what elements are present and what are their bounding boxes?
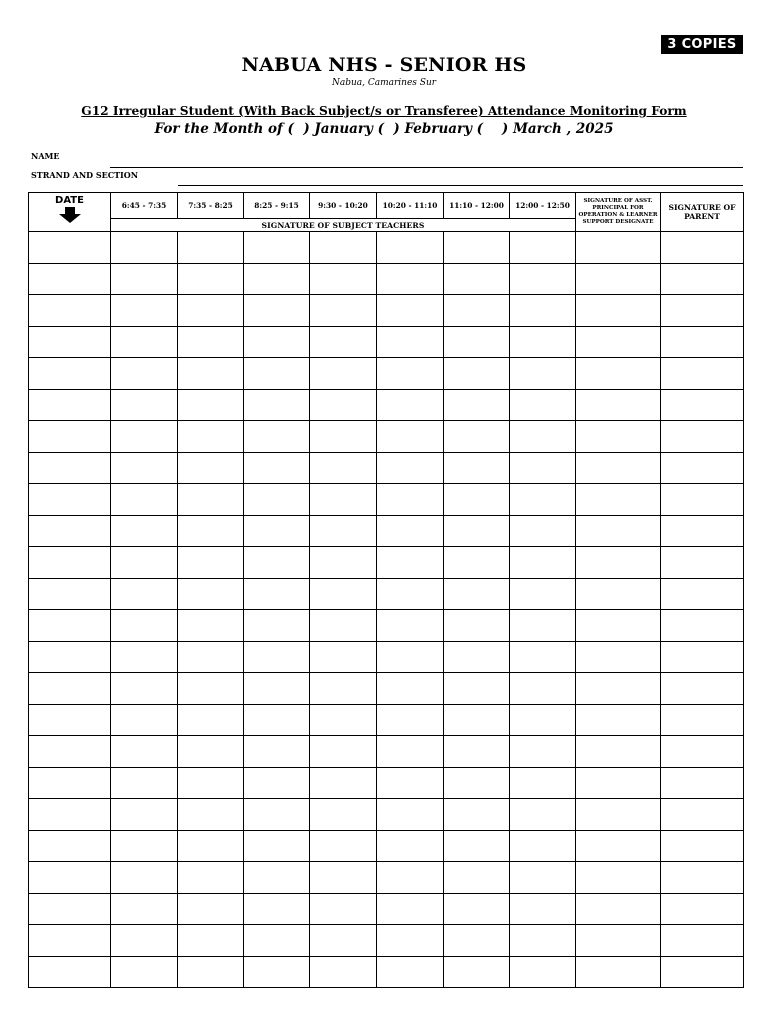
signature-cell[interactable]: [178, 956, 244, 988]
signature-cell[interactable]: [510, 673, 576, 705]
signature-cell[interactable]: [310, 232, 377, 264]
signature-cell[interactable]: [661, 326, 744, 358]
school-name: NABUA NHS - SENIOR HS: [241, 54, 527, 76]
signature-cell[interactable]: [661, 673, 744, 705]
date-cell[interactable]: [29, 767, 111, 799]
signature-cell[interactable]: [444, 421, 510, 453]
signature-cell[interactable]: [310, 547, 377, 579]
signature-cell[interactable]: [244, 515, 310, 547]
signature-cell[interactable]: [111, 862, 178, 894]
signature-cell[interactable]: [661, 515, 744, 547]
signature-cell[interactable]: [111, 232, 178, 264]
signature-cell[interactable]: [310, 673, 377, 705]
signature-cell[interactable]: [178, 830, 244, 862]
table-row: [29, 610, 744, 642]
table-row: [29, 578, 744, 610]
signature-cell[interactable]: [661, 830, 744, 862]
date-cell[interactable]: [29, 232, 111, 264]
signature-cell[interactable]: [178, 358, 244, 390]
signature-cell[interactable]: [111, 547, 178, 579]
date-cell[interactable]: [29, 389, 111, 421]
signature-cell[interactable]: [244, 893, 310, 925]
signature-cell[interactable]: [178, 799, 244, 831]
signature-cell[interactable]: [576, 389, 661, 421]
signature-cell[interactable]: [111, 956, 178, 988]
signature-cell[interactable]: [310, 263, 377, 295]
signature-cell[interactable]: [444, 452, 510, 484]
signature-cell[interactable]: [444, 862, 510, 894]
date-cell[interactable]: [29, 956, 111, 988]
signature-cell[interactable]: [111, 799, 178, 831]
table-row: [29, 358, 744, 390]
signature-cell[interactable]: [377, 767, 444, 799]
signature-cell[interactable]: [661, 610, 744, 642]
signature-cell[interactable]: [244, 736, 310, 768]
table-row: [29, 925, 744, 957]
signature-cell[interactable]: [377, 484, 444, 516]
date-cell[interactable]: [29, 641, 111, 673]
table-row: [29, 704, 744, 736]
signature-cell[interactable]: [444, 767, 510, 799]
date-cell[interactable]: [29, 578, 111, 610]
name-label: NAME: [31, 151, 60, 161]
signature-cell[interactable]: [178, 484, 244, 516]
signature-cell[interactable]: [661, 799, 744, 831]
signature-cell[interactable]: [178, 673, 244, 705]
asst-principal-signature-header: SIGNATURE OF ASST. PRINCIPAL FOR OPERATION & LEARNER SUPPORT DESIGNATE: [576, 193, 661, 232]
signature-cell[interactable]: [178, 736, 244, 768]
attendance-table: [28, 192, 744, 988]
signature-cell[interactable]: [111, 830, 178, 862]
signature-cell[interactable]: [444, 830, 510, 862]
signature-cell[interactable]: [576, 295, 661, 327]
signature-cell[interactable]: [111, 263, 178, 295]
signature-cell[interactable]: [111, 610, 178, 642]
date-cell[interactable]: [29, 704, 111, 736]
signature-cell[interactable]: [444, 484, 510, 516]
signature-cell[interactable]: [310, 893, 377, 925]
signature-cell[interactable]: [310, 484, 377, 516]
signature-cell[interactable]: [661, 421, 744, 453]
signature-cell[interactable]: [377, 295, 444, 327]
signature-cell[interactable]: [576, 421, 661, 453]
signature-cell[interactable]: [444, 358, 510, 390]
signature-cell[interactable]: [178, 610, 244, 642]
signature-cell[interactable]: [576, 956, 661, 988]
signature-cell[interactable]: [661, 358, 744, 390]
signature-cell[interactable]: [178, 893, 244, 925]
signature-cell[interactable]: [510, 736, 576, 768]
signature-cell[interactable]: [377, 326, 444, 358]
signature-cell[interactable]: [444, 232, 510, 264]
table-row: [29, 641, 744, 673]
signature-cell[interactable]: [661, 862, 744, 894]
signature-cell[interactable]: [111, 893, 178, 925]
parent-signature-header: SIGNATURE OF PARENT: [661, 193, 744, 232]
signature-cell[interactable]: [178, 767, 244, 799]
table-row: [29, 767, 744, 799]
signature-cell[interactable]: [661, 767, 744, 799]
signature-cell[interactable]: [444, 610, 510, 642]
signature-cell[interactable]: [377, 862, 444, 894]
signature-cell[interactable]: [310, 610, 377, 642]
signature-cell[interactable]: [377, 893, 444, 925]
table-row: [29, 547, 744, 579]
signature-cell[interactable]: [576, 263, 661, 295]
signature-cell[interactable]: [178, 515, 244, 547]
signature-cell[interactable]: [310, 358, 377, 390]
signature-cell[interactable]: [576, 767, 661, 799]
signature-cell[interactable]: [377, 515, 444, 547]
table-row: [29, 673, 744, 705]
signature-cell[interactable]: [111, 295, 178, 327]
time-slot-header: 10:20 - 11:10: [377, 193, 444, 219]
signature-cell[interactable]: [510, 956, 576, 988]
signature-cell[interactable]: [510, 925, 576, 957]
signature-cell[interactable]: [244, 389, 310, 421]
signature-cell[interactable]: [510, 295, 576, 327]
signature-cell[interactable]: [178, 925, 244, 957]
signature-cell[interactable]: [576, 232, 661, 264]
signature-cell[interactable]: [444, 736, 510, 768]
signature-cell[interactable]: [377, 925, 444, 957]
signature-cell[interactable]: [111, 515, 178, 547]
signature-cell[interactable]: [310, 389, 377, 421]
time-slot-header: 12:00 - 12:50: [510, 193, 576, 219]
signature-cell[interactable]: [178, 232, 244, 264]
signature-cell[interactable]: [377, 389, 444, 421]
subject-teachers-signature-header: SIGNATURE OF SUBJECT TEACHERS: [111, 219, 576, 232]
signature-cell[interactable]: [111, 925, 178, 957]
date-cell[interactable]: [29, 547, 111, 579]
date-cell[interactable]: [29, 421, 111, 453]
table-row: [29, 326, 744, 358]
signature-cell[interactable]: [310, 295, 377, 327]
signature-cell[interactable]: [661, 484, 744, 516]
signature-cell[interactable]: [310, 956, 377, 988]
table-row: [29, 484, 744, 516]
signature-cell[interactable]: [244, 799, 310, 831]
signature-cell[interactable]: [178, 263, 244, 295]
signature-cell[interactable]: [377, 232, 444, 264]
signature-cell[interactable]: [444, 326, 510, 358]
signature-cell[interactable]: [576, 673, 661, 705]
signature-cell[interactable]: [178, 862, 244, 894]
signature-cell[interactable]: [444, 673, 510, 705]
signature-cell[interactable]: [510, 578, 576, 610]
signature-cell[interactable]: [111, 641, 178, 673]
signature-cell[interactable]: [510, 641, 576, 673]
table-row: [29, 956, 744, 988]
date-cell[interactable]: [29, 263, 111, 295]
signature-cell[interactable]: [178, 704, 244, 736]
signature-cell[interactable]: [111, 421, 178, 453]
signature-cell[interactable]: [310, 421, 377, 453]
signature-cell[interactable]: [510, 389, 576, 421]
signature-cell[interactable]: [510, 421, 576, 453]
signature-cell[interactable]: [510, 610, 576, 642]
signature-cell[interactable]: [111, 452, 178, 484]
signature-cell[interactable]: [111, 767, 178, 799]
signature-cell[interactable]: [244, 767, 310, 799]
date-cell[interactable]: [29, 893, 111, 925]
signature-cell[interactable]: [244, 295, 310, 327]
signature-cell[interactable]: [244, 641, 310, 673]
signature-cell[interactable]: [576, 830, 661, 862]
date-cell[interactable]: [29, 484, 111, 516]
signature-cell[interactable]: [111, 704, 178, 736]
signature-cell[interactable]: [576, 578, 661, 610]
signature-cell[interactable]: [510, 326, 576, 358]
signature-cell[interactable]: [661, 578, 744, 610]
date-cell[interactable]: [29, 326, 111, 358]
signature-cell[interactable]: [661, 956, 744, 988]
date-cell[interactable]: [29, 673, 111, 705]
signature-cell[interactable]: [310, 767, 377, 799]
signature-cell[interactable]: [310, 830, 377, 862]
signature-cell[interactable]: [510, 862, 576, 894]
signature-cell[interactable]: [178, 547, 244, 579]
signature-cell[interactable]: [576, 515, 661, 547]
date-cell[interactable]: [29, 610, 111, 642]
signature-cell[interactable]: [244, 925, 310, 957]
table-row: [29, 232, 744, 264]
date-cell[interactable]: [29, 515, 111, 547]
signature-cell[interactable]: [310, 326, 377, 358]
form-title: G12 Irregular Student (With Back Subject/s or Transferee) Attendance Monitoring Form: [81, 104, 687, 118]
signature-cell[interactable]: [444, 956, 510, 988]
table-row: [29, 893, 744, 925]
signature-cell[interactable]: [178, 295, 244, 327]
signature-cell[interactable]: [661, 452, 744, 484]
signature-cell[interactable]: [576, 704, 661, 736]
signature-cell[interactable]: [111, 578, 178, 610]
signature-cell[interactable]: [377, 263, 444, 295]
signature-cell[interactable]: [377, 956, 444, 988]
signature-cell[interactable]: [111, 673, 178, 705]
time-slot-header: 7:35 - 8:25: [178, 193, 244, 219]
signature-cell[interactable]: [444, 547, 510, 579]
date-cell[interactable]: [29, 830, 111, 862]
month-selection-line: For the Month of ( ) January ( ) February ( ) March , 2025: [154, 121, 614, 137]
signature-cell[interactable]: [444, 704, 510, 736]
signature-cell[interactable]: [661, 641, 744, 673]
signature-cell[interactable]: [661, 389, 744, 421]
signature-cell[interactable]: [510, 767, 576, 799]
signature-cell[interactable]: [377, 704, 444, 736]
table-row: [29, 862, 744, 894]
table-row: [29, 736, 744, 768]
signature-cell[interactable]: [310, 799, 377, 831]
signature-cell[interactable]: [178, 452, 244, 484]
signature-cell[interactable]: [576, 547, 661, 579]
signature-cell[interactable]: [444, 893, 510, 925]
signature-cell[interactable]: [576, 610, 661, 642]
date-label: DATE: [55, 195, 84, 206]
date-cell[interactable]: [29, 358, 111, 390]
signature-cell[interactable]: [576, 862, 661, 894]
signature-cell[interactable]: [377, 610, 444, 642]
signature-cell[interactable]: [444, 799, 510, 831]
signature-cell[interactable]: [444, 515, 510, 547]
signature-cell[interactable]: [111, 736, 178, 768]
table-header-row: [29, 193, 744, 219]
signature-cell[interactable]: [661, 736, 744, 768]
signature-cell[interactable]: [377, 421, 444, 453]
table-row: [29, 452, 744, 484]
signature-cell[interactable]: [377, 641, 444, 673]
signature-cell[interactable]: [310, 452, 377, 484]
signature-cell[interactable]: [661, 232, 744, 264]
table-row: [29, 799, 744, 831]
signature-cell[interactable]: [576, 799, 661, 831]
signature-cell[interactable]: [444, 578, 510, 610]
date-cell[interactable]: [29, 862, 111, 894]
signature-cell[interactable]: [510, 799, 576, 831]
name-line[interactable]: [110, 167, 743, 168]
attendance-rows: [29, 232, 744, 988]
signature-cell[interactable]: [444, 925, 510, 957]
arrow-down-icon: [59, 207, 81, 223]
signature-cell[interactable]: [510, 263, 576, 295]
signature-cell[interactable]: [178, 641, 244, 673]
table-row: [29, 295, 744, 327]
signature-cell[interactable]: [576, 893, 661, 925]
signature-cell[interactable]: [377, 736, 444, 768]
date-cell[interactable]: [29, 295, 111, 327]
signature-cell[interactable]: [510, 704, 576, 736]
signature-cell[interactable]: [510, 358, 576, 390]
signature-cell[interactable]: [576, 641, 661, 673]
signature-cell[interactable]: [244, 704, 310, 736]
strand-section-label: STRAND AND SECTION: [31, 170, 139, 180]
signature-cell[interactable]: [178, 326, 244, 358]
signature-cell[interactable]: [178, 578, 244, 610]
signature-cell[interactable]: [377, 578, 444, 610]
time-slot-header: 11:10 - 12:00: [444, 193, 510, 219]
signature-cell[interactable]: [510, 515, 576, 547]
signature-cell[interactable]: [111, 326, 178, 358]
signature-cell[interactable]: [661, 704, 744, 736]
signature-cell[interactable]: [244, 358, 310, 390]
signature-cell[interactable]: [377, 830, 444, 862]
signature-cell[interactable]: [576, 925, 661, 957]
signature-cell[interactable]: [310, 641, 377, 673]
signature-cell[interactable]: [661, 263, 744, 295]
signature-cell[interactable]: [444, 641, 510, 673]
signature-cell[interactable]: [510, 830, 576, 862]
signature-cell[interactable]: [576, 736, 661, 768]
signature-cell[interactable]: [244, 232, 310, 264]
signature-cell[interactable]: [576, 452, 661, 484]
time-slot-header: 9:30 - 10:20: [310, 193, 377, 219]
signature-cell[interactable]: [244, 421, 310, 453]
table-row: [29, 389, 744, 421]
time-slot-header: 6:45 - 7:35: [111, 193, 178, 219]
signature-cell[interactable]: [576, 326, 661, 358]
copies-badge: 3 COPIES: [661, 35, 743, 54]
date-header: [29, 193, 111, 232]
signature-cell[interactable]: [661, 295, 744, 327]
school-address: Nabua, Camarines Sur: [331, 78, 437, 88]
signature-cell[interactable]: [510, 452, 576, 484]
date-cell[interactable]: [29, 452, 111, 484]
signature-cell[interactable]: [377, 799, 444, 831]
table-row: [29, 830, 744, 862]
signature-cell[interactable]: [244, 484, 310, 516]
signature-cell[interactable]: [510, 893, 576, 925]
table-row: [29, 263, 744, 295]
signature-cell[interactable]: [244, 452, 310, 484]
signature-cell[interactable]: [244, 263, 310, 295]
signature-cell[interactable]: [310, 862, 377, 894]
signature-cell[interactable]: [244, 578, 310, 610]
date-cell[interactable]: [29, 736, 111, 768]
signature-cell[interactable]: [111, 484, 178, 516]
signature-cell[interactable]: [244, 830, 310, 862]
signature-cell[interactable]: [310, 736, 377, 768]
signature-cell[interactable]: [661, 547, 744, 579]
signature-cell[interactable]: [377, 547, 444, 579]
signature-cell[interactable]: [377, 452, 444, 484]
signature-cell[interactable]: [510, 484, 576, 516]
signature-cell[interactable]: [310, 925, 377, 957]
signature-cell[interactable]: [244, 610, 310, 642]
signature-cell[interactable]: [661, 893, 744, 925]
signature-cell[interactable]: [310, 515, 377, 547]
strand-section-line[interactable]: [178, 185, 743, 186]
signature-cell[interactable]: [178, 421, 244, 453]
signature-cell[interactable]: [661, 925, 744, 957]
date-cell[interactable]: [29, 799, 111, 831]
signature-cell[interactable]: [111, 358, 178, 390]
signature-cell[interactable]: [444, 263, 510, 295]
table-row: [29, 515, 744, 547]
time-slot-header: 8:25 - 9:15: [244, 193, 310, 219]
signature-cell[interactable]: [244, 956, 310, 988]
signature-cell[interactable]: [444, 389, 510, 421]
table-row: [29, 421, 744, 453]
signature-cell[interactable]: [244, 862, 310, 894]
signature-cell[interactable]: [244, 326, 310, 358]
date-cell[interactable]: [29, 925, 111, 957]
signature-cell[interactable]: [576, 358, 661, 390]
signature-cell[interactable]: [310, 578, 377, 610]
signature-cell[interactable]: [377, 673, 444, 705]
signature-cell[interactable]: [244, 547, 310, 579]
signature-cell[interactable]: [244, 673, 310, 705]
signature-cell[interactable]: [510, 232, 576, 264]
signature-cell[interactable]: [576, 484, 661, 516]
signature-cell[interactable]: [111, 389, 178, 421]
signature-cell[interactable]: [178, 389, 244, 421]
signature-cell[interactable]: [310, 704, 377, 736]
signature-cell[interactable]: [510, 547, 576, 579]
signature-cell[interactable]: [444, 295, 510, 327]
signature-cell[interactable]: [377, 358, 444, 390]
